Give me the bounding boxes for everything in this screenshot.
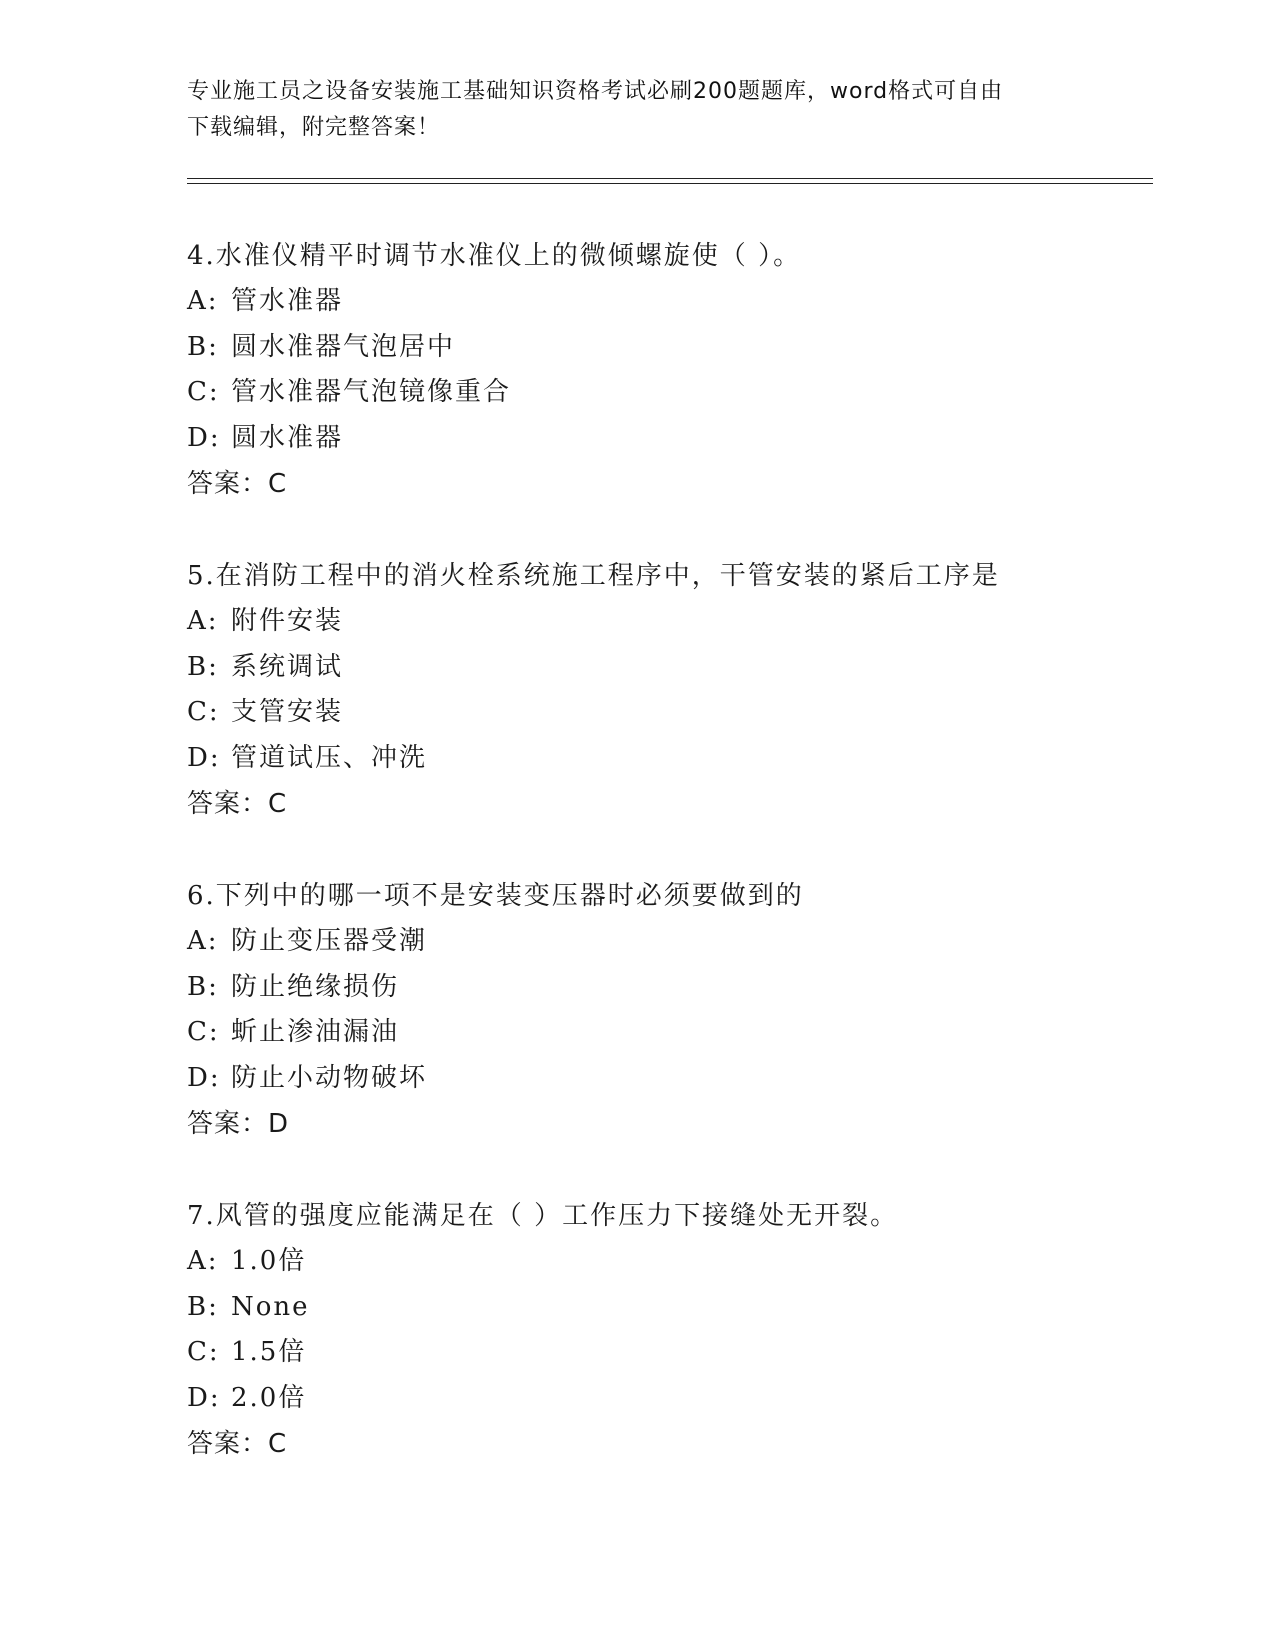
option-d	[187, 1056, 1147, 1102]
question-title: 6.下列中的哪一项不是安装变压器时必须要做到的	[187, 881, 804, 911]
option-c	[187, 690, 1147, 736]
answer-line: 答案：C	[187, 1429, 288, 1459]
option-b	[187, 965, 1147, 1011]
option-text: 2.0倍	[231, 1382, 307, 1413]
option-b	[187, 325, 1147, 371]
document-header	[187, 74, 1067, 146]
header-divider-bottom	[187, 183, 1153, 184]
answer-line: 答案：C	[187, 789, 288, 819]
option-text: None	[231, 1291, 310, 1322]
option-text: 防止变压器受潮	[231, 926, 428, 956]
option-a	[187, 279, 1147, 325]
option-d	[187, 736, 1147, 782]
option-text: 支管安装	[231, 697, 344, 727]
option-text: 管道试压、冲洗	[231, 742, 428, 773]
option-b	[187, 1285, 1147, 1331]
option-key: A:	[187, 606, 219, 636]
option-key: D:	[187, 422, 221, 453]
option-key: B:	[187, 971, 219, 1002]
option-text: 管水准器	[231, 286, 344, 316]
option-key: B:	[187, 651, 219, 682]
option-key: D:	[187, 1382, 221, 1413]
question-title: 4.水准仪精平时调节水准仪上的微倾螺旋使（ ）。	[187, 241, 802, 271]
option-text: 1.5倍	[231, 1337, 307, 1367]
option-key: A:	[187, 286, 219, 316]
option-key: C:	[187, 1337, 220, 1367]
question-block	[187, 553, 1147, 827]
option-a	[187, 919, 1147, 965]
option-key: C:	[187, 1017, 220, 1047]
option-d	[187, 416, 1147, 462]
header-line-2: 下载编辑，附完整答案！	[187, 115, 441, 140]
option-key: A:	[187, 926, 219, 956]
option-c	[187, 370, 1147, 416]
question-title: 7.风管的强度应能满足在（ ）工作压力下接缝处无开裂。	[187, 1201, 899, 1231]
question-block	[187, 233, 1147, 507]
option-text: 圆水准器气泡居中	[231, 331, 456, 362]
header-divider-top	[187, 178, 1153, 179]
option-text: 附件安装	[231, 606, 344, 636]
option-text: 防止小动物破坏	[231, 1062, 428, 1093]
option-text: 1.0倍	[231, 1246, 307, 1276]
option-b	[187, 645, 1147, 691]
option-text: 防止绝缘损伤	[231, 971, 400, 1002]
question-block	[187, 1193, 1147, 1467]
question-title: 5.在消防工程中的消火栓系统施工程序中，干管安装的紧后工序是	[187, 561, 1000, 591]
option-c	[187, 1010, 1147, 1056]
option-a	[187, 1239, 1147, 1285]
option-key: B:	[187, 1291, 219, 1322]
option-key: A:	[187, 1246, 219, 1276]
option-d	[187, 1376, 1147, 1422]
question-block	[187, 873, 1147, 1147]
header-line-1: 专业施工员之设备安装施工基础知识资格考试必刷200题题库，word格式可自由	[187, 79, 1004, 104]
option-text: 管水准器气泡镜像重合	[231, 377, 512, 407]
option-key: C:	[187, 377, 220, 407]
answer-line: 答案：D	[187, 1109, 290, 1139]
option-text: 系统调试	[231, 651, 344, 682]
option-text: 圆水准器	[231, 422, 344, 453]
answer-line: 答案：C	[187, 469, 288, 499]
option-key: C:	[187, 697, 220, 727]
option-c	[187, 1330, 1147, 1376]
option-text: 蚚止渗油漏油	[231, 1017, 400, 1047]
option-a	[187, 599, 1147, 645]
option-key: D:	[187, 1062, 221, 1093]
option-key: D:	[187, 742, 221, 773]
option-key: B:	[187, 331, 219, 362]
